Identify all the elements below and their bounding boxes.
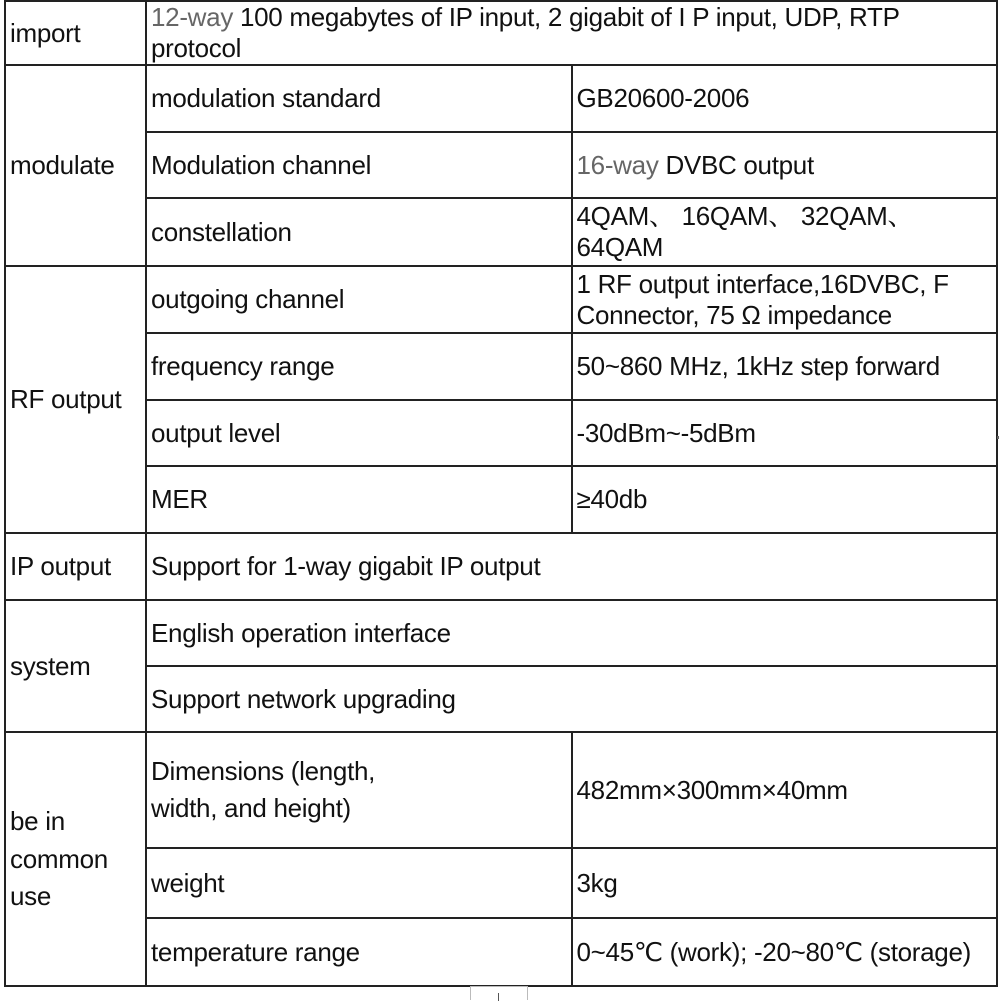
import-value	[146, 1, 997, 65]
table-row	[5, 533, 997, 600]
param-value: ≥40db	[572, 466, 998, 533]
edge-mark	[997, 436, 999, 439]
category-modulate: modulate	[5, 65, 146, 266]
category-import: import	[5, 1, 146, 65]
table-row	[5, 333, 997, 400]
param-label: MER	[146, 466, 572, 533]
dimensions-label-line1: Dimensions (length,	[151, 755, 376, 786]
dimensions-label-line2: width, and height)	[151, 793, 351, 824]
channel-output: DVBC output	[658, 149, 814, 180]
param-value: 0~45℃ (work); -20~80℃ (storage)	[572, 918, 998, 986]
table-row	[5, 400, 997, 466]
table-row	[5, 848, 997, 918]
param-value: 482mm×300mm×40mm	[572, 732, 998, 848]
param-value: GB20600-2006	[572, 65, 998, 132]
param-label: weight	[146, 848, 572, 918]
param-label: outgoing channel	[146, 266, 572, 333]
param-label: Modulation channel	[146, 132, 572, 198]
param-value	[572, 132, 998, 198]
category-system: system	[5, 600, 146, 732]
table-row	[5, 600, 997, 666]
category-common-line1: be in	[10, 805, 65, 836]
category-ip-output: IP output	[5, 533, 146, 600]
spec-table	[4, 0, 998, 987]
table-row	[5, 65, 997, 132]
import-value-ways: 12-way	[151, 2, 234, 32]
table-row	[5, 1, 997, 65]
param-value: 4QAM、 16QAM、 32QAM、 64QAM	[572, 198, 998, 266]
table-row	[5, 466, 997, 533]
param-label: frequency range	[146, 333, 572, 400]
param-value: 3kg	[572, 848, 998, 918]
category-rf-output: RF output	[5, 266, 146, 533]
param-label: temperature range	[146, 918, 572, 986]
system-value: Support network upgrading	[146, 666, 997, 732]
channel-ways: 16-way	[576, 149, 659, 180]
table-row	[5, 666, 997, 732]
param-label: modulation standard	[146, 65, 572, 132]
param-value: 50~860 MHz, 1kHz step forward	[572, 333, 998, 400]
table-row	[5, 266, 997, 333]
param-label: constellation	[146, 198, 572, 266]
param-label: output level	[146, 400, 572, 466]
param-value: -30dBm~-5dBm	[572, 400, 998, 466]
category-common-line2: common use	[10, 843, 108, 912]
table-row	[5, 918, 997, 986]
param-value: 1 RF output interface,16DVBC, F Connector, 75 Ω impedance	[572, 266, 998, 333]
resize-handle[interactable]	[470, 986, 528, 1000]
table-row	[5, 198, 997, 266]
table-row	[5, 732, 997, 848]
ip-output-value: Support for 1-way gigabit IP output	[146, 533, 997, 600]
category-common-use	[5, 732, 146, 986]
import-value-text: 100 megabytes of IP input, 2 gigabit of I P input, UDP, RTP protocol	[151, 2, 900, 64]
system-value: English operation interface	[146, 600, 997, 666]
table-row	[5, 132, 997, 198]
param-label	[146, 732, 572, 848]
